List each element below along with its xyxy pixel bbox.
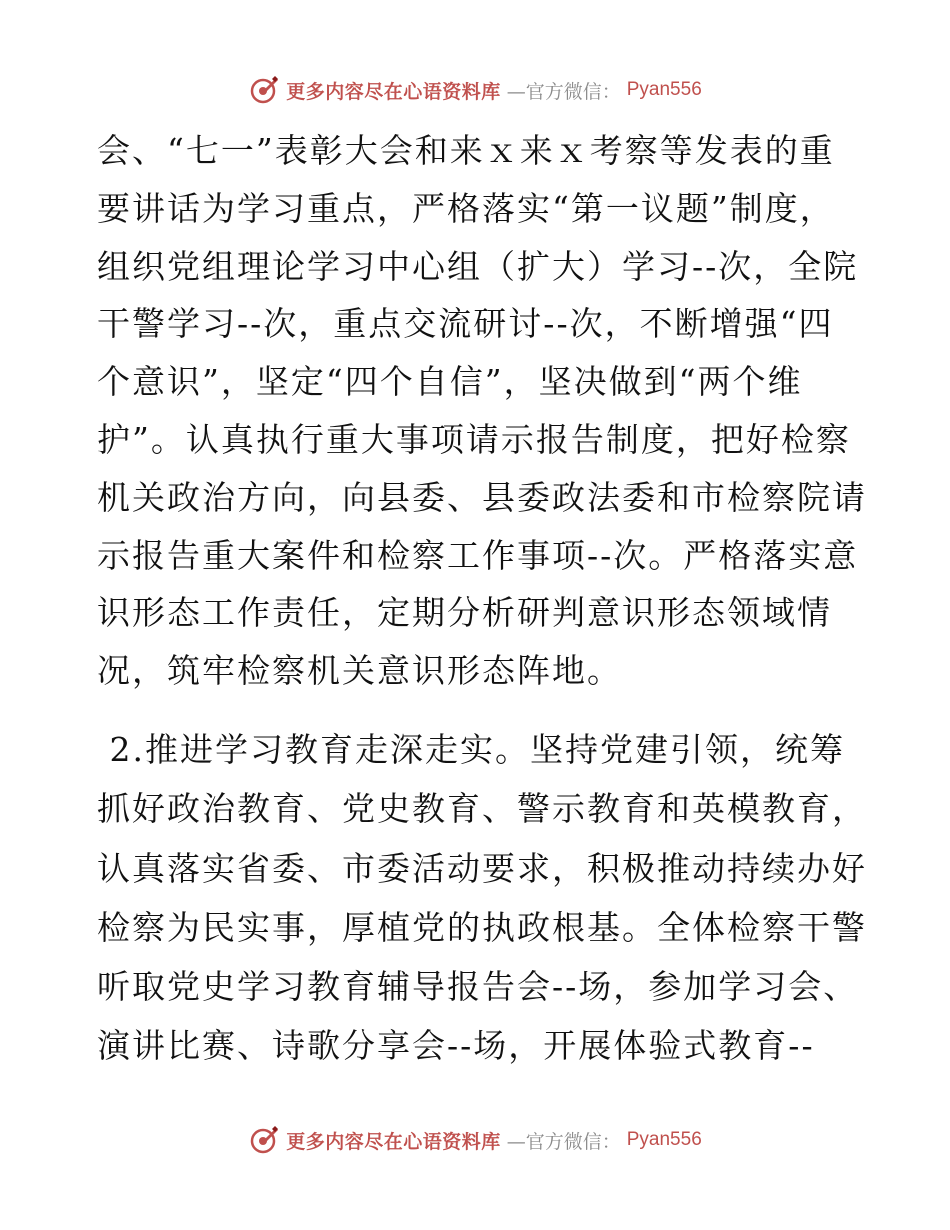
watermark-main-text: 更多内容尽在心语资料库 <box>286 1130 501 1153</box>
text-line: 机关政治方向，向县委、县委政法委和市检察院请 <box>97 477 867 517</box>
watermark-sub-text: —官方微信： <box>506 80 621 103</box>
text-line: 演讲比赛、诗歌分享会--场，开展体验式教育-- <box>97 1026 815 1066</box>
paragraph-1 <box>97 122 867 700</box>
watermark-header <box>0 72 950 108</box>
text-line: 识形态工作责任，定期分析研判意识形态领域情 <box>97 593 832 633</box>
text-line: 干警学习--次，重点交流研讨--次，不断增强“四 <box>97 304 834 344</box>
text-line: 听取党史学习教育辅导报告会--场，参加学习会、 <box>97 967 859 1007</box>
text-line: 抓好政治教育、党史教育、警示教育和英模教育， <box>97 789 867 829</box>
watermark-sub-text: —官方微信： <box>506 1130 621 1153</box>
text-line: 2.推进学习教育走深走实。坚持党建引领，统筹 <box>97 730 845 769</box>
pen-logo-icon <box>248 74 280 106</box>
watermark-footer <box>0 1122 950 1158</box>
text-line: 个意识”，坚定“四个自信”，坚决做到“两个维 <box>97 362 803 402</box>
text-line: 检察为民实事，厚植党的执政根基。全体检察干警 <box>97 907 867 947</box>
text-line: 示报告重大案件和检察工作事项--次。严格落实意 <box>97 535 859 575</box>
watermark-main-text: 更多内容尽在心语资料库 <box>286 80 501 103</box>
watermark-wechat-id: Pyan556 <box>626 1129 702 1150</box>
text-line: 要讲话为学习重点，严格落实“第一议题”制度， <box>97 188 835 228</box>
text-line: 况，筑牢检察机关意识形态阵地。 <box>97 651 622 691</box>
watermark-wechat-id: Pyan556 <box>626 79 702 100</box>
text-line: 会、“七一”表彰大会和来ｘ来ｘ考察等发表的重 <box>97 131 835 170</box>
paragraph-2 <box>97 720 867 1076</box>
pen-logo-icon <box>248 1124 280 1156</box>
text-line: 组织党组理论学习中心组（扩大）学习--次，全院 <box>97 246 859 286</box>
text-line: 认真落实省委、市委活动要求，积极推动持续办好 <box>97 848 867 888</box>
text-line: 护”。认真执行重大事项请示报告制度，把好检察 <box>97 419 851 459</box>
